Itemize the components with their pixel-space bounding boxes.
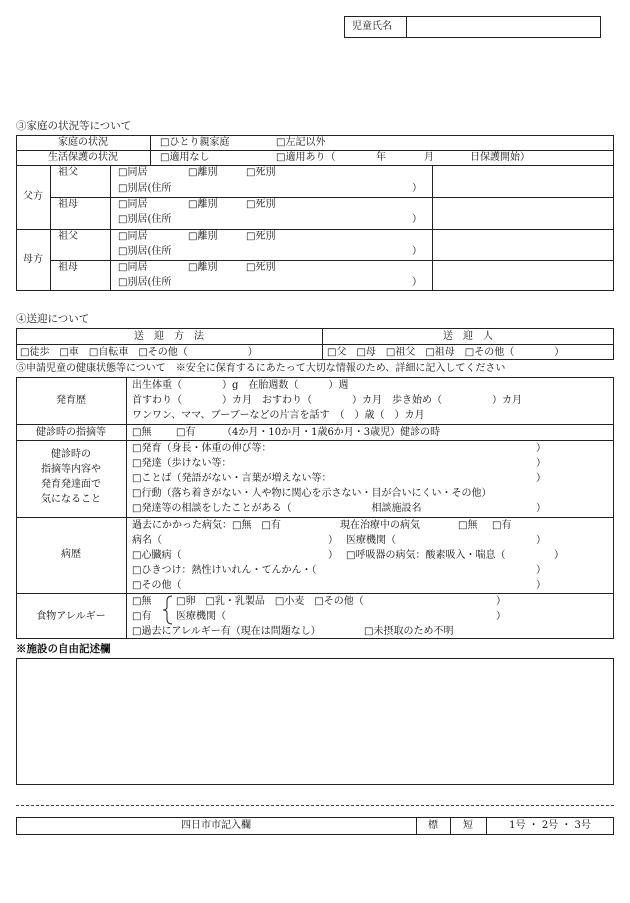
heart-disease-checkbox[interactable]: □心臓病（	[132, 550, 182, 561]
transport-section-title: ④送迎について	[16, 313, 90, 325]
allergy-brace-icon	[160, 595, 174, 625]
treatment-yes-checkbox[interactable]: □有	[492, 520, 512, 531]
allergy-yes-checkbox[interactable]: □有	[132, 611, 152, 622]
category-tan-label[interactable]: 短	[463, 820, 473, 831]
child-name-label: 児童氏名	[352, 21, 392, 32]
paternal-grandfather-label: 祖父	[58, 167, 78, 178]
allergy-foods-checkboxes[interactable]: □卵 □乳・乳製品 □小麦 □その他（	[176, 596, 364, 607]
concerns-label-line-3: 発育発達面で	[41, 479, 101, 490]
allergy-hospital-close: ）	[496, 611, 506, 622]
concerns-label-line-2: 指摘等内容や	[41, 464, 101, 475]
pgm-divorced-checkbox[interactable]: □離別	[188, 199, 218, 210]
development-line-1[interactable]: 出生体重（ ）g 在胎週数（ ）週	[132, 380, 349, 391]
mgm-separate-checkbox[interactable]: □別居(住所	[118, 277, 172, 288]
concern-language-close: ）	[536, 473, 546, 484]
concern-consultation-close: ）	[536, 503, 546, 514]
respiratory-checkbox[interactable]: □呼吸器の病気：酸素吸入・喘息（	[346, 550, 506, 561]
welfare-none-checkbox[interactable]: □適用なし	[160, 152, 210, 163]
heart-disease-close: ）	[328, 550, 338, 561]
maternal-grandfather-label: 祖父	[58, 231, 78, 242]
mgm-paren-close: ）	[412, 277, 422, 288]
mgm-divorced-checkbox[interactable]: □離別	[188, 262, 218, 273]
history-hospital-field[interactable]: 医療機関（	[346, 535, 396, 546]
pgm-paren-close: ）	[412, 214, 422, 225]
cut-line	[16, 805, 614, 806]
concern-development-checkbox[interactable]: □発達（歩けない等：	[132, 458, 232, 469]
checkup-label: 健診時の指摘等	[36, 427, 106, 438]
concern-growth-close: ）	[536, 443, 546, 454]
treatment-none-checkbox[interactable]: □無	[458, 520, 478, 531]
mgm-deceased-checkbox[interactable]: □死別	[246, 262, 276, 273]
concern-growth-checkbox[interactable]: □発育（身長・体重の伸び等：	[132, 443, 272, 454]
allergy-none-checkbox[interactable]: □無	[132, 596, 152, 607]
transport-method-header: 送 迎 方 法	[134, 331, 204, 342]
disease-name-close: ）	[328, 535, 338, 546]
mother-side-label: 母方	[23, 254, 43, 265]
family-status-label: 家庭の状況	[58, 137, 108, 148]
allergy-hospital-field[interactable]: 医療機関（	[176, 611, 226, 622]
pgf-paren-close: ）	[412, 183, 422, 194]
grade-options[interactable]: 1号 ・ 2号 ・ 3号	[509, 820, 591, 831]
respiratory-close: ）	[554, 550, 564, 561]
history-other-close: ）	[536, 580, 546, 591]
concerns-label-line-4: 気になること	[41, 494, 101, 505]
history-other-checkbox[interactable]: □その他（	[132, 580, 182, 591]
facility-notes-title: ※施設の自由記述欄	[16, 643, 111, 655]
seizure-checkbox[interactable]: □ひきつけ：熱性けいれん・てんかん・（	[132, 565, 317, 576]
pgm-together-checkbox[interactable]: □同居	[118, 199, 148, 210]
child-name-field[interactable]	[412, 21, 597, 33]
single-parent-checkbox[interactable]: □ひとり親家庭	[160, 137, 230, 148]
category-hyo-label[interactable]: 標	[428, 820, 438, 831]
pgf-together-checkbox[interactable]: □同居	[118, 167, 148, 178]
facility-notes-area[interactable]	[16, 658, 614, 785]
concern-development-close: ）	[536, 458, 546, 469]
disease-name-field[interactable]: 病名（	[132, 535, 162, 546]
concern-behavior-checkbox[interactable]: □行動（落ち着きがない・人や物に関心を示さない・目が合いにくい・その他）	[132, 488, 492, 499]
mgf-separate-checkbox[interactable]: □別居(住所	[118, 246, 172, 257]
welfare-label: 生活保護の状況	[48, 152, 118, 163]
other-household-checkbox[interactable]: □左記以外	[276, 137, 326, 148]
development-line-3[interactable]: ワンワン、ママ、ブーブーなどの片言を話す （ ）歳（ ）カ月	[132, 410, 425, 421]
transport-person-header: 送 迎 人	[443, 331, 493, 342]
pgm-separate-checkbox[interactable]: □別居(住所	[118, 214, 172, 225]
allergy-label: 食物アレルギー	[36, 611, 106, 622]
mgm-together-checkbox[interactable]: □同居	[118, 262, 148, 273]
pgm-deceased-checkbox[interactable]: □死別	[246, 199, 276, 210]
checkup-yes-checkbox[interactable]: □有	[176, 427, 196, 438]
pgf-deceased-checkbox[interactable]: □死別	[246, 167, 276, 178]
pgf-divorced-checkbox[interactable]: □離別	[188, 167, 218, 178]
current-treatment-label: 現在治療中の病気	[340, 520, 420, 531]
maternal-grandmother-label: 祖母	[58, 262, 78, 273]
mgf-paren-close: ）	[412, 246, 422, 257]
allergy-past-checkbox[interactable]: □過去にアレルギー有（現在は問題なし）	[132, 626, 321, 637]
family-section-title: ③家庭の状況等について	[16, 120, 132, 132]
mgf-together-checkbox[interactable]: □同居	[118, 231, 148, 242]
paternal-grandmother-label: 祖母	[58, 199, 78, 210]
allergy-foods-close: ）	[496, 596, 506, 607]
welfare-start-label: 日保護開始）	[470, 152, 530, 163]
welfare-month-label: 月	[424, 152, 434, 163]
seizure-close: ）	[536, 565, 546, 576]
concern-language-checkbox[interactable]: □ことば（発語がない・言葉が増えない等：	[132, 473, 332, 484]
past-illness-checkbox[interactable]: 過去にかかった病気：□無 □有	[132, 520, 281, 531]
mgf-deceased-checkbox[interactable]: □死別	[246, 231, 276, 242]
allergy-unknown-checkbox[interactable]: □未摂取のため不明	[364, 626, 454, 637]
history-label: 病歴	[61, 549, 81, 560]
checkup-detail: （4か月・10か月・1歳6か月・3歳児）健診の時	[222, 427, 441, 438]
office-use-label: 四日市市記入欄	[181, 820, 251, 831]
concerns-label-line-1: 健診時の	[51, 449, 91, 460]
transport-methods-options[interactable]: □徒歩 □車 □自転車 □その他（ ）	[20, 347, 258, 358]
pgf-separate-checkbox[interactable]: □別居(住所	[118, 183, 172, 194]
welfare-year-label: 年	[376, 152, 386, 163]
concern-consultation-checkbox[interactable]: □発達等の相談をしたことがある（ 相談施設名	[132, 503, 422, 514]
father-side-label: 父方	[23, 191, 43, 202]
health-section-title: ⑤申請児童の健康状態等について ※安全に保育するにあたって大切な情報のため、詳細に記入してください	[16, 363, 506, 374]
mgf-divorced-checkbox[interactable]: □離別	[188, 231, 218, 242]
history-hospital-close: ）	[536, 535, 546, 546]
development-line-2[interactable]: 首すわり（ ）カ月 おすわり（ ）カ月 歩き始め（ ）カ月	[132, 395, 522, 406]
development-label: 発育歴	[56, 395, 86, 406]
transport-persons-options[interactable]: □父 □母 □祖父 □祖母 □その他（ ）	[327, 347, 565, 358]
checkup-none-checkbox[interactable]: □無	[132, 427, 152, 438]
welfare-applied-checkbox[interactable]: □適用あり（	[276, 152, 336, 163]
